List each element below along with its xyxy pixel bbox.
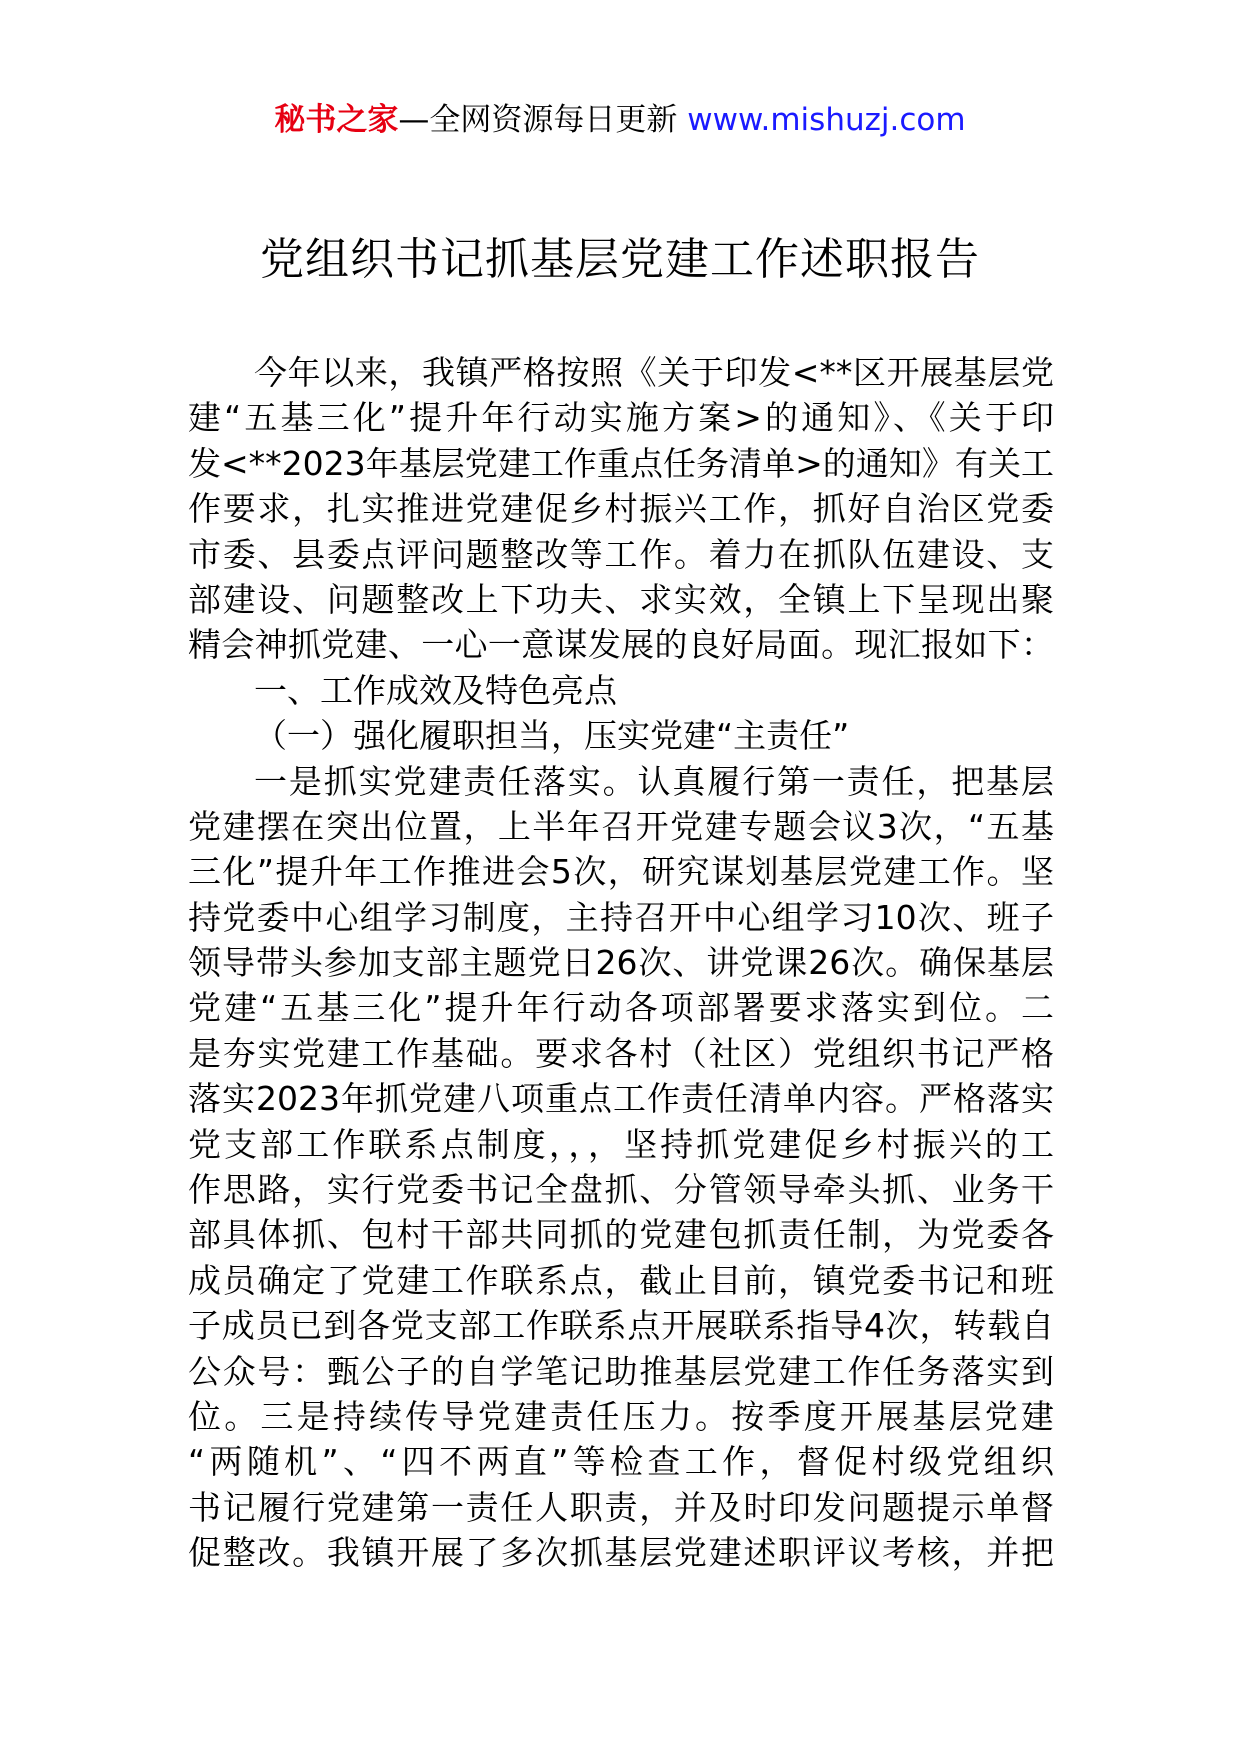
subsection-heading: （一）强化履职担当，压实党建“主责任” (254, 716, 850, 756)
paragraph-line: 市委、县委点评问题整改等工作。着力在抓队伍建设、支 (188, 534, 1054, 574)
paragraph-line: 精会神抓党建、一心一意谋发展的良好局面。现汇报如下： (188, 625, 1054, 665)
site-name: 秘书之家 (274, 102, 399, 138)
paragraph-line: 是夯实党建工作基础。要求各村（社区）党组织书记严格 (188, 1033, 1054, 1073)
paragraph-line: 部具体抓、包村干部共同抓的党建包抓责任制，为党委各 (188, 1215, 1054, 1255)
paragraph-line: 三化”提升年工作推进会5次，研究谋划基层党建工作。坚 (188, 852, 1054, 892)
site-slogan: —全网资源每日更新 (398, 102, 678, 138)
paragraph-line: 领导带头参加支部主题党日26次、讲党课26次。确保基层 (188, 943, 1054, 983)
paragraph-line: 作要求，扎实推进党建促乡村振兴工作，抓好自治区党委 (188, 489, 1054, 529)
site-url[interactable]: www.mishuzj.com (687, 102, 966, 138)
paragraph-line: 公众号：甄公子的自学笔记助推基层党建工作任务落实到 (188, 1351, 1054, 1391)
paragraph-line: 落实2023年抓党建八项重点工作责任清单内容。严格落实 (188, 1079, 1054, 1119)
paragraph-line: 成员确定了党建工作联系点，截止目前，镇党委书记和班 (188, 1260, 1054, 1300)
paragraph-line: 党建摆在突出位置，上半年召开党建专题会议3次，“五基 (188, 806, 1054, 846)
paragraph-line: 一是抓实党建责任落实。认真履行第一责任，把基层 (254, 761, 1054, 801)
paragraph-line: 作思路，实行党委书记全盘抓、分管领导牵头抓、业务干 (188, 1170, 1054, 1210)
paragraph-line: 促整改。我镇开展了多次抓基层党建述职评议考核，并把 (188, 1533, 1054, 1573)
paragraph-line: 书记履行党建第一责任人职责，并及时印发问题提示单督 (188, 1487, 1054, 1527)
paragraph-line: 位。三是持续传导党建责任压力。按季度开展基层党建 (188, 1396, 1054, 1436)
paragraph-line: “两随机”、“四不两直”等检查工作，督促村级党组织 (188, 1442, 1054, 1482)
paragraph-line: 部建设、问题整改上下功夫、求实效，全镇上下呈现出聚 (188, 579, 1054, 619)
paragraph-line: 发<**2023年基层党建工作重点任务清单>的通知》有关工 (188, 443, 1054, 483)
page-header (0, 98, 1240, 142)
document-body (188, 350, 1054, 1576)
paragraph-line: 子成员已到各党支部工作联系点开展联系指导4次，转载自 (188, 1306, 1054, 1346)
document-title: 党组织书记抓基层党建工作述职报告 (260, 234, 980, 285)
paragraph-line: 今年以来，我镇严格按照《关于印发<**区开展基层党 (254, 353, 1054, 392)
paragraph-line: 党建“五基三化”提升年行动各项部署要求落实到位。二 (188, 988, 1054, 1028)
section-heading: 一、工作成效及特色亮点 (254, 670, 617, 710)
paragraph-line: 党支部工作联系点制度，，，坚持抓党建促乡村振兴的工 (188, 1124, 1054, 1164)
paragraph-line: 持党委中心组学习制度，主持召开中心组学习10次、班子 (188, 897, 1054, 937)
paragraph-line: 建“五基三化”提升年行动实施方案>的通知》、《关于印 (188, 398, 1054, 438)
